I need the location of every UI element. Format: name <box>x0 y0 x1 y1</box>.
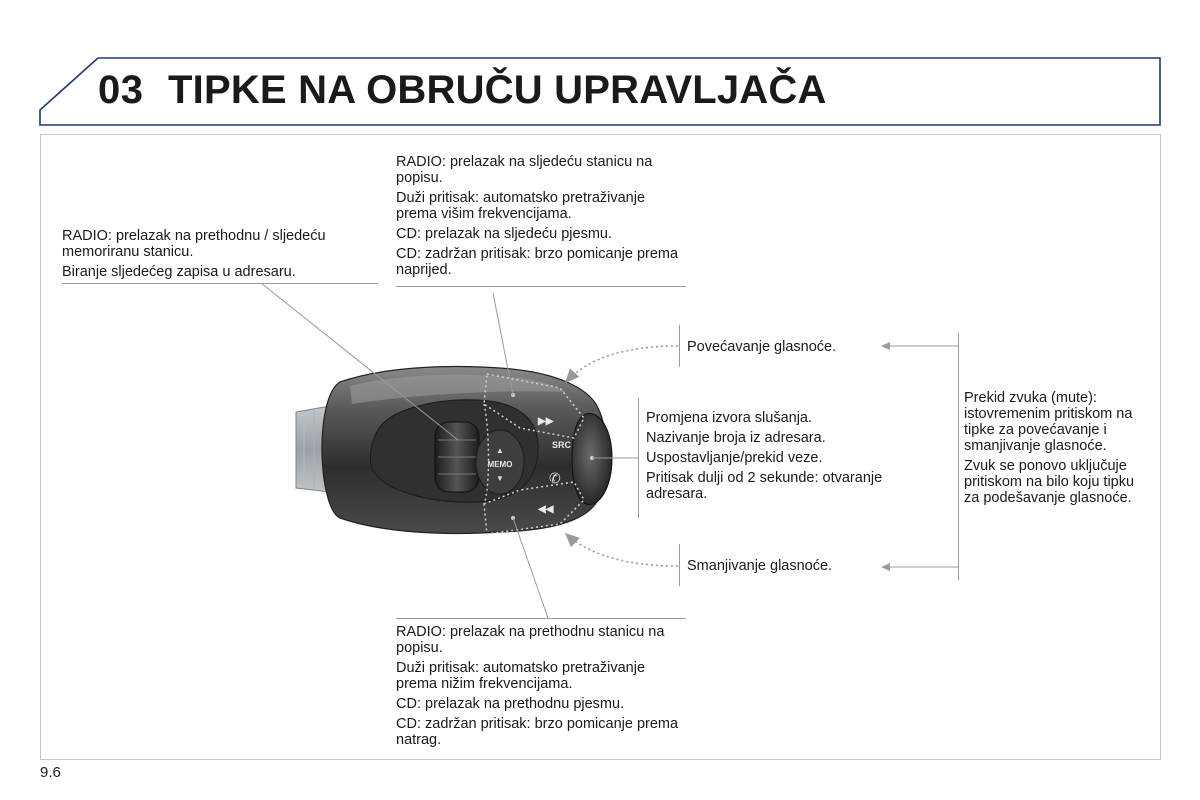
callout-text: Promjena izvora slušanja. <box>646 410 813 426</box>
volume-down-rule <box>679 544 680 586</box>
callout-text: Smanjivanje glasnoće. <box>687 558 833 574</box>
callout-text: RADIO: prelazak na sljedeću stanicu na popisu. <box>396 154 653 186</box>
callout-top-center <box>396 154 688 282</box>
volume-up-rule <box>679 325 680 367</box>
callout-volume-up <box>687 339 887 359</box>
callout-text: Pritisak dulji od 2 sekunde: otvaranje adresara. <box>646 470 883 502</box>
callout-text: Zvuk se ponovo uključuje pritiskom na bilo koju tipku za podešavanje glasnoće. <box>964 458 1135 506</box>
callout-text: CD: prelazak na sljedeću pjesmu. <box>396 226 612 242</box>
callout-text: CD: zadržan pritisak: brzo pomicanje prema natrag. <box>396 716 679 748</box>
callout-text: Duži pritisak: automatsko pretraživanje prema višim frekvencijama. <box>396 190 646 222</box>
callout-text: RADIO: prelazak na prethodnu stanicu na popisu. <box>396 624 665 656</box>
page-title: TIPKE NA OBRUČU UPRAVLJAČA <box>168 68 827 112</box>
callout-bottom-center <box>396 624 688 752</box>
callout-text: CD: zadržan pritisak: brzo pomicanje prema naprijed. <box>396 246 679 278</box>
callout-text: CD: prelazak na prethodnu pjesmu. <box>396 696 625 712</box>
callout-text: Nazivanje broja iz adresara. <box>646 430 826 446</box>
chapter-number: 03 <box>98 68 144 112</box>
callout-text: Uspostavljanje/prekid veze. <box>646 450 823 466</box>
src-rule <box>638 398 639 518</box>
callout-volume-down <box>687 558 887 578</box>
mute-rule <box>958 333 959 580</box>
prev-label: ◀◀ <box>538 504 554 515</box>
callout-text: Duži pritisak: automatsko pretraživanje prema nižim frekvencijama. <box>396 660 646 692</box>
callout-text: RADIO: prelazak na prethodnu / sljedeću memoriranu stanicu. <box>62 228 326 260</box>
page-number: 9.6 <box>40 764 61 781</box>
callout-text: Biranje sljedećeg zapisa u adresaru. <box>62 264 296 280</box>
top-center-rule <box>396 286 686 287</box>
callout-text: Povećavanje glasnoće. <box>687 339 837 355</box>
next-label: ▶▶ <box>538 416 554 427</box>
memo-label: MEMO <box>487 460 513 469</box>
src-label: SRC <box>552 440 572 450</box>
callout-text: Prekid zvuka (mute): istovremenim pritiskom na tipke za povećavanje i smanjivanje glasnoće. <box>964 390 1133 454</box>
svg-text:✆: ✆ <box>549 471 561 487</box>
callout-mute <box>964 390 1152 510</box>
callout-top-left <box>62 228 377 284</box>
svg-text:▼: ▼ <box>496 474 504 483</box>
callout-src-button <box>646 410 916 506</box>
bottom-center-rule <box>396 618 686 619</box>
svg-text:▲: ▲ <box>496 446 504 455</box>
